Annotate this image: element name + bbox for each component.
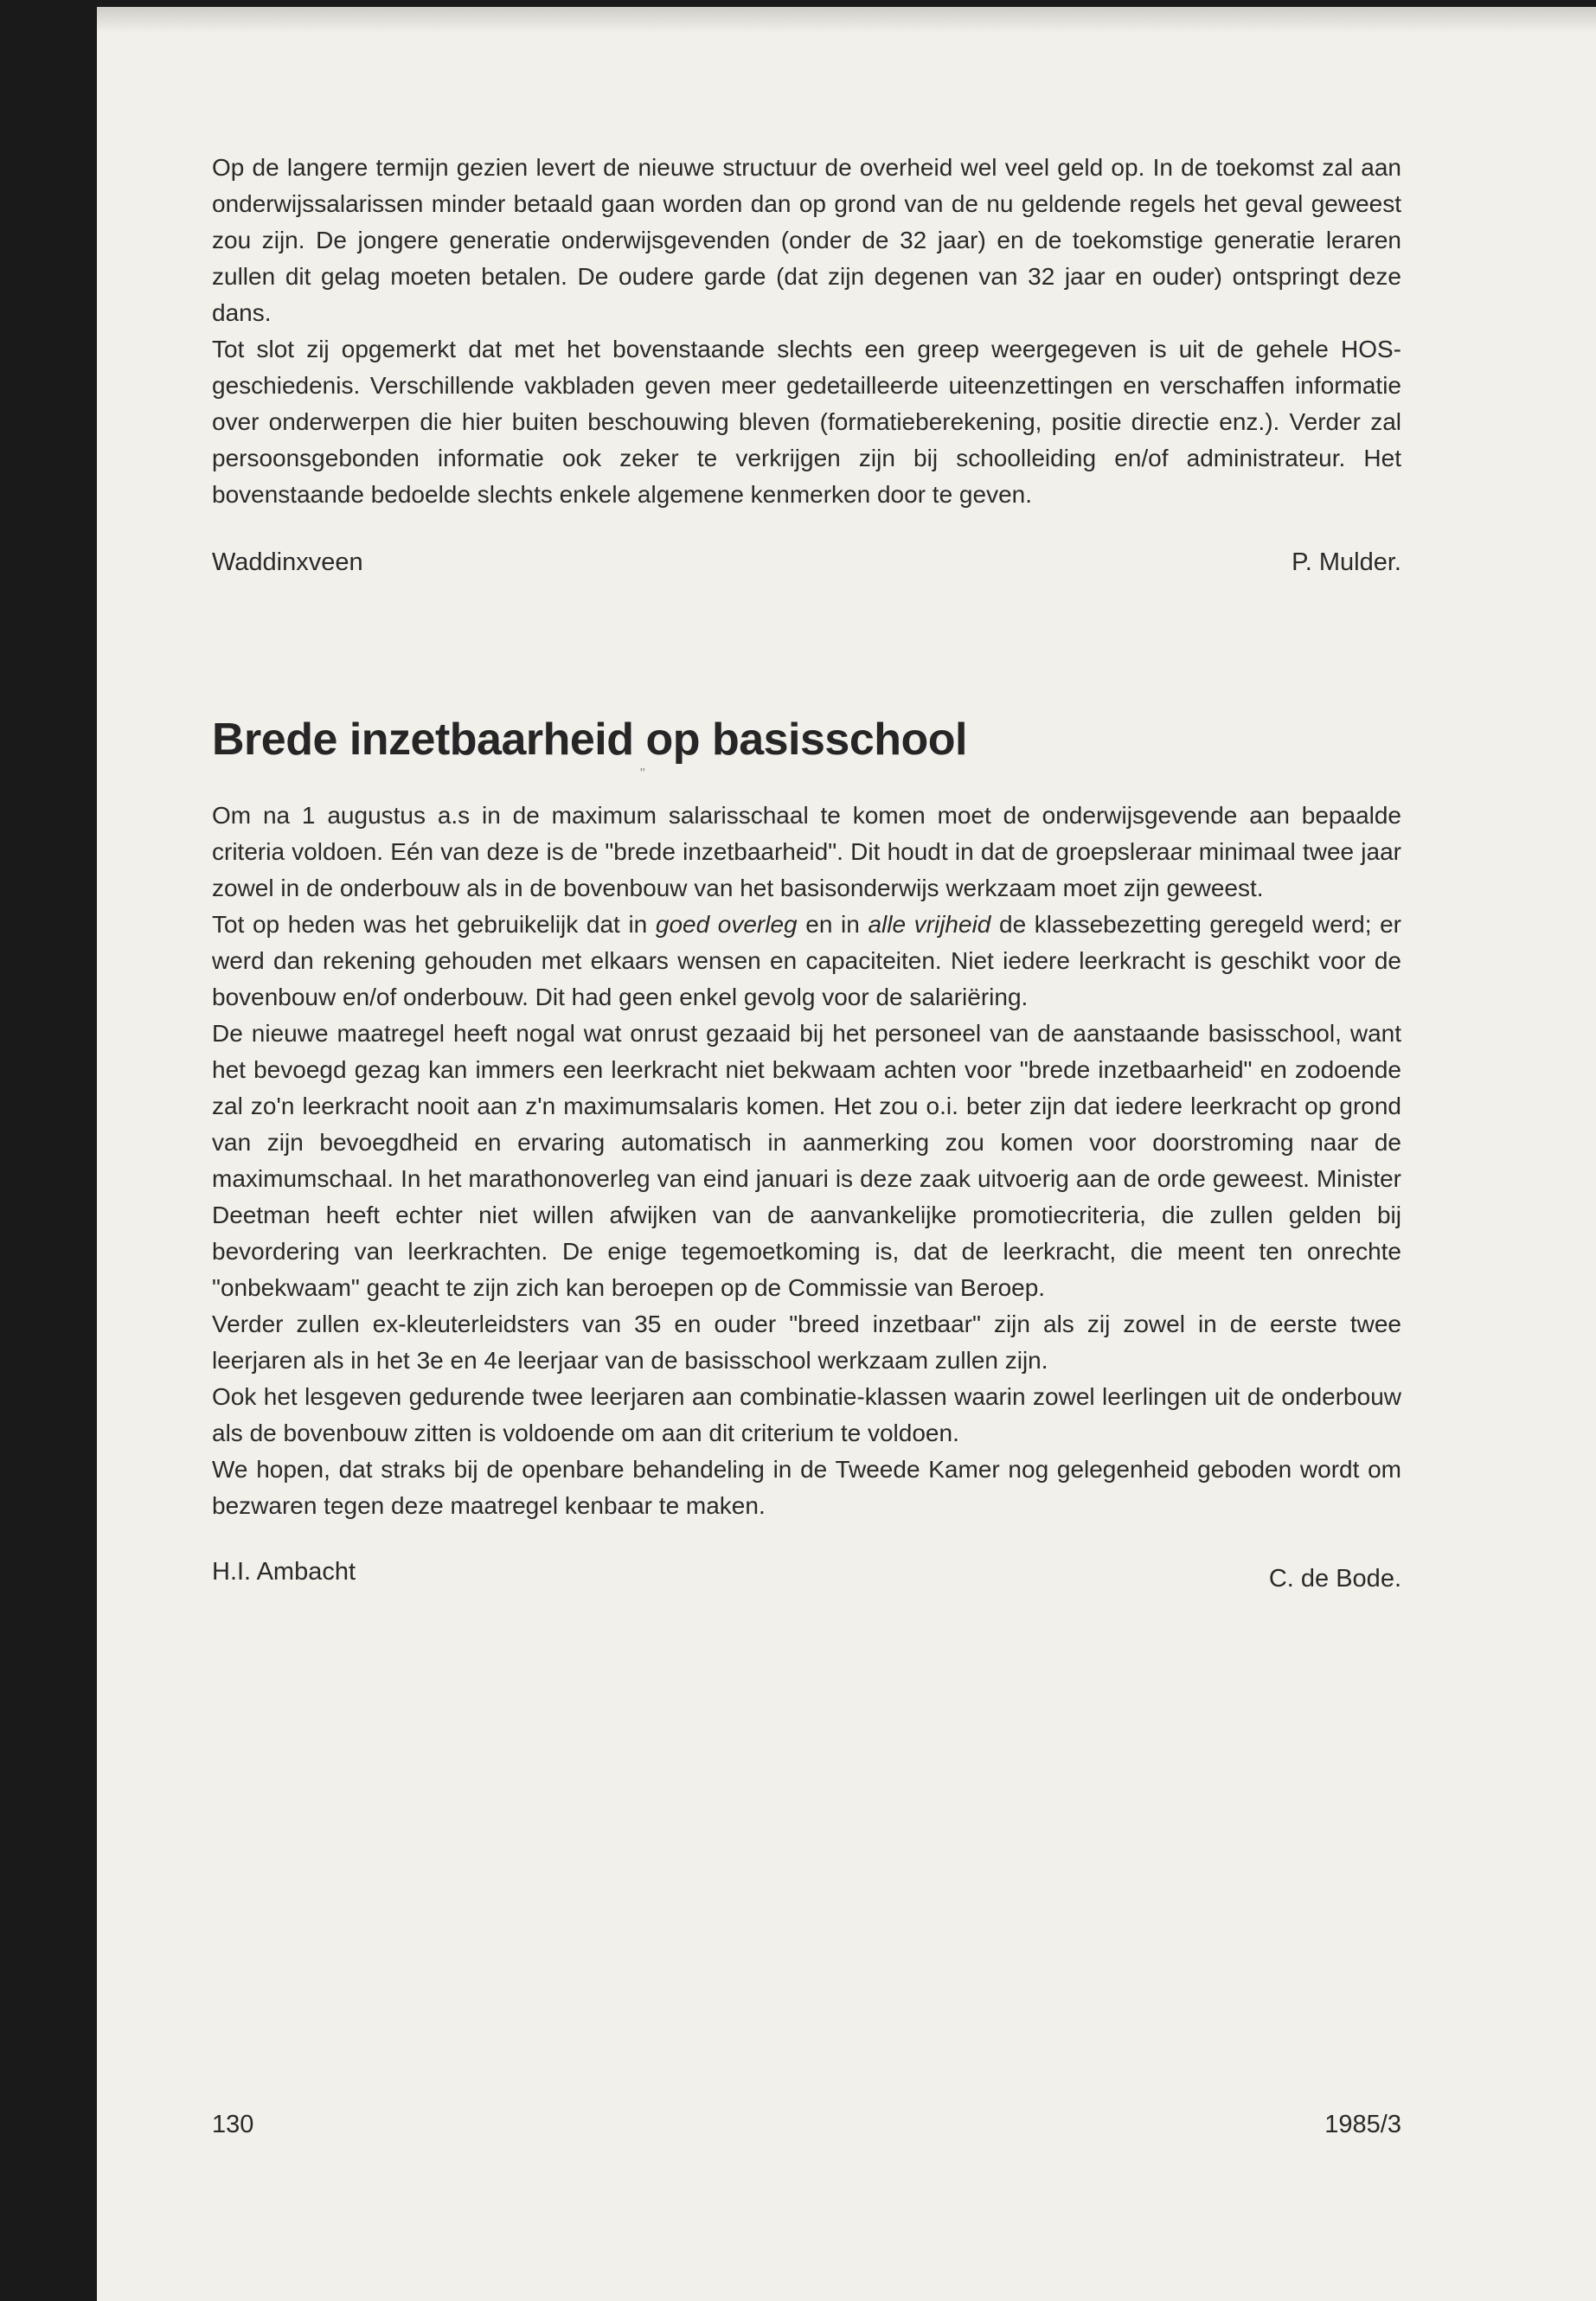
text-run: de klassebezetting geregeld werd; er werd dan rekening gehouden met elkaars wensen en capaciteiten. Niet iedere leerkracht is geschikt voor de bovenbouw en/of onderbouw. Dit had geen enkel gevolg voor de salariëring. <box>212 911 1402 1010</box>
scan-shadow <box>97 7 1596 33</box>
signature-line <box>212 1554 1401 1597</box>
text-run: Tot op heden was het gebruikelijk dat in <box>212 911 656 938</box>
signature-line <box>212 544 1401 580</box>
stray-mark: " <box>640 766 645 781</box>
page-number: 130 <box>212 2111 254 2138</box>
emphasis-text: alle vrijheid <box>868 911 991 938</box>
article-heading: Brede inzetbaarheid op basisschool <box>212 715 967 765</box>
paragraph: De nieuwe maatregel heeft nogal wat onrust gezaaid bij het personeel van de aanstaande basisschool, want het bevoegd gezag kan immers een leerkracht niet bekwaam achten voor "brede inzetbaarheid" en zodoende zal zo'n leerkracht nooit aan z'n maximumsalaris komen. Het zou o.i. beter zijn dat iedere leerkracht op grond van zijn bevoegdheid en ervaring automatisch in aanmerking zou komen voor doorstroming naar de maximumschaal. In het marathonoverleg van eind januari is deze zaak uitvoerig aan de orde geweest. Minister Deetman heeft echter niet willen afwijken van de aanvankelijke promotiecriteria, die zullen gelden bij bevordering van leerkrachten. De enige tegemoetkoming is, dat de leerkracht, die meent ten onrechte "onbekwaam" geacht te zijn zich kan beroepen op de Commissie van Beroep. <box>212 1020 1401 1301</box>
signature-author: C. de Bode. <box>1268 1565 1401 1593</box>
paragraph: Om na 1 augustus a.s in de maximum salarisschaal te komen moet de onderwijsgevende aan bepaalde criteria voldoen. Eén van deze is de "brede inzetbaarheid". Dit houdt in dat de groepsleraar minimaal twee jaar zowel in de onderbouw als in de bovenbouw van het basisonderwijs werkzaam moet zijn geweest. <box>212 802 1401 901</box>
signature-author: P. Mulder. <box>1292 548 1401 576</box>
page-footer <box>212 2111 1401 2139</box>
paragraph <box>212 907 1401 1016</box>
paragraph: Verder zullen ex-kleuterleidsters van 35 en ouder "breed inzetbaar" zijn als zij zowel in de eerste twee leerjaren als in het 3e en 4e leerjaar van de basisschool werkzaam zullen zijn. <box>212 1311 1401 1374</box>
paragraph: Ook het lesgeven gedurende twee leerjaren aan combinatie-klassen waarin zowel leerlingen uit de onderbouw als de bovenbouw zitten is voldoende om aan dit criterium te voldoen. <box>212 1383 1401 1446</box>
paragraph: Op de langere termijn gezien levert de nieuwe structuur de overheid wel veel geld op. In de toekomst zal aan onderwijssalarissen minder betaald gaan worden dan op grond van de nu geldende regels het geval geweest zou zijn. De jongere generatie onderwijsgevenden (onder de 32 jaar) en de toekomstige generatie leraren zullen dit gelag moeten betalen. De oudere garde (dat zijn degenen van 32 jaar en ouder) ontspringt deze dans. <box>212 154 1401 326</box>
signature-place: Waddinxveen <box>212 548 363 576</box>
paragraph: Tot slot zij opgemerkt dat met het bovenstaande slechts een greep weergegeven is uit de gehele HOS-geschiedenis. Verschillende vakbladen geven meer gedetailleerde uiteenzettingen en verschaffen informatie over onderwerpen die hier buiten beschouwing bleven (formatieberekening, positie directie enz.). Verder zal persoonsgebonden informatie ook zeker te verkrijgen zijn bij schoolleiding en/of administrateur. Het bovenstaande bedoelde slechts enkele algemene kenmerken door te geven. <box>212 336 1401 508</box>
text-run: en in <box>797 911 869 938</box>
issue-number: 1985/3 <box>1324 2111 1401 2138</box>
paragraph: We hopen, dat straks bij de openbare behandeling in de Tweede Kamer nog gelegenheid geboden wordt om bezwaren tegen deze maatregel kenbaar te maken. <box>212 1456 1401 1519</box>
text-column <box>212 150 1401 1597</box>
page-sheet <box>97 7 1596 2301</box>
signature-place: H.I. Ambacht <box>212 1558 356 1586</box>
emphasis-text: goed overleg <box>655 911 798 938</box>
